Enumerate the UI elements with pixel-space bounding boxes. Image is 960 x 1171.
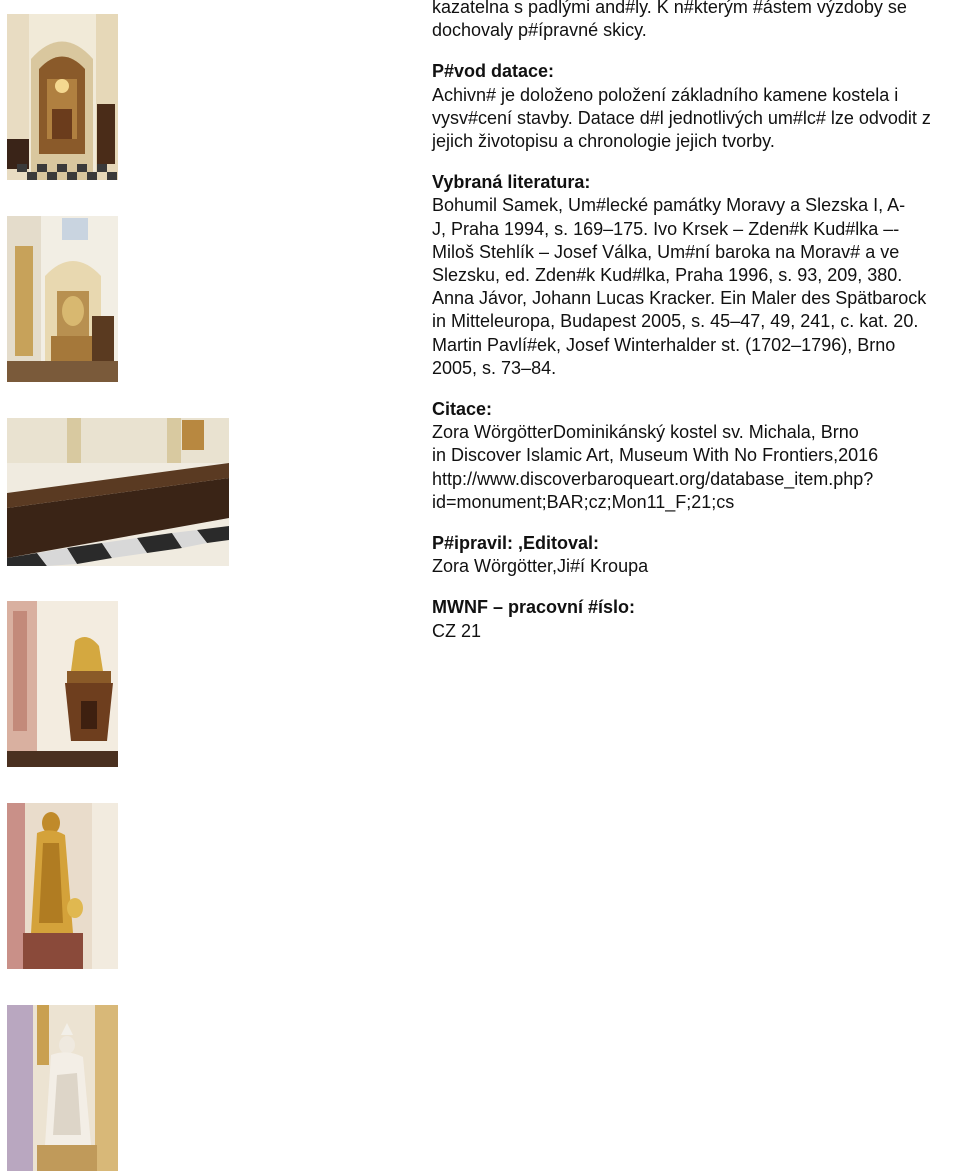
section-body: Bohumil Samek, Um#lecké památky Moravy a Slezska I, A- J, Praha 1994, s. 169–175. Ivo Krsek – Zden#k Kud#lka –- Miloš Stehlík – Josef Válka, Um#ní baroka na Morav# a ve Slezsku, ed. Zden#k Kud#lka, Praha 1996, s. 93, 209, 380. Anna Jávor, Johann Lucas Kracker. Ein Maler des Spätbarock in Mitteleuropa, Budapest 2005, s. 45–47, 49, 241, c. kat. 20. Martin Pavlí#ek, Josef Winterhalder st. (1702–1796), Brno 2005, s. 73–84. xyxy=(432,195,927,378)
photo-pews xyxy=(7,418,229,566)
photo-church-nave xyxy=(7,14,118,180)
section-dating xyxy=(432,60,960,153)
photo-side-altar xyxy=(7,216,118,382)
section-heading: Citace: xyxy=(432,399,493,420)
section-heading: MWNF – pracovní #íslo: xyxy=(432,597,636,618)
section-body: Zora WörgötterDominikánský kostel sv. Michala, Brno in Discover Islamic Art, Museum With No Frontiers,2016 http://www.discoverbaroqueart.org/database_item.php? id=monument;BAR;cz;Mon11_F;21;cs xyxy=(432,422,879,512)
section-work-number xyxy=(432,596,960,642)
section-body: Zora Wörgötter,Ji#í Kroupa xyxy=(432,556,649,577)
section-heading: Vybraná literatura: xyxy=(432,172,591,193)
section-citation xyxy=(432,398,960,514)
section-body: CZ 21 xyxy=(432,620,482,641)
intro-text: kazatelna s padlými and#ly. K n#kterým #ástem výzdoby se dochovaly p#ípravné skicy. xyxy=(432,0,907,41)
photo-pulpit xyxy=(7,601,118,767)
section-heading: P#ipravil: ,Editoval: xyxy=(432,533,600,554)
photo-golden-statue xyxy=(7,803,118,969)
section-literature xyxy=(432,171,960,380)
photo-bishop-statue xyxy=(7,1005,118,1171)
section-authors xyxy=(432,532,960,578)
section-heading: P#vod datace: xyxy=(432,61,555,82)
text-column xyxy=(432,0,960,643)
section-body: Achivn# je doloženo položení základního kamene kostela i vysv#cení stavby. Datace d#l jednotlivých um#lc# lze odvodit z jejich životopisu a chronologie jejich tvorby. xyxy=(432,84,931,152)
